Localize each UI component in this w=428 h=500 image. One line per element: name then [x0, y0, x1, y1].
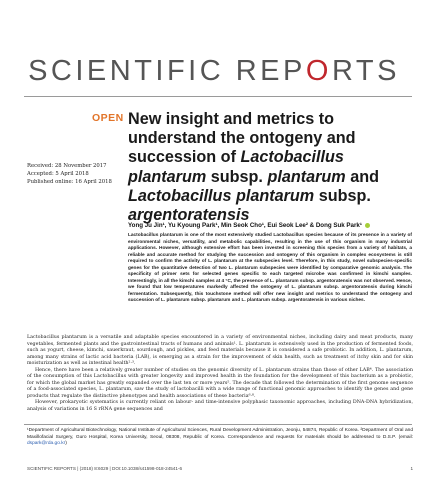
correspondence-email-link[interactable]: dspark@rda.go.kr	[27, 441, 66, 447]
page-number: 1	[410, 466, 413, 471]
abstract: Lactobacillus plantarum is one of the most extensively studied Lactobacillus species because of its presence in a variety of environmental niches, versatility, and metabolic capabilities, resulting in the use of this organism in many industrial applications. However, although extensive effort has been invested in screening this species from a variety of habitats, a reliable and accurate method for studying the succession and ontogeny of this organism in complex ecosystems is still required to confirm the activity of L. plantarum at the subspecies level. Therefore, in this study, novel subspecies-specific genes for the quantitative detection of two L. plantarum subspecies were identified by comparative genomic analysis. The specificity of primer sets for selected genes specific to each targeted microbe was confirmed in kimchi samples. Interestingly, in all the kimchi samples at 4 °C, the presence of L. plantarum subsp. argentoratensis was not observed. Hence, we found that low temperatures markedly affected the ontogeny of L. plantarum subsp. argentoratensis during kimchi fermentation. Subsequently, this touchstone method will offer new insight and metrics to understand the ontogeny and succession of L. plantarum subsp. plantarum and L. plantarum subsp. argentoratensis in various niches.	[128, 233, 412, 304]
body-paragraph: However, prokaryotic systematics is currently reliant on labour- and time-intensive polyphasic taxonomic approaches, including DNA-DNA hybridization, analysis of variations in 16 S rRNA gene sequences and	[27, 400, 413, 413]
title-species: Lactobacillus	[240, 148, 344, 167]
open-access-flag: OPEN	[92, 112, 124, 124]
masthead-divider	[24, 96, 412, 97]
title-line: and	[345, 167, 379, 186]
received-date: Received: 28 November 2017	[27, 163, 107, 169]
title-species: argentoratensis	[128, 206, 250, 225]
citation-line[interactable]: SCIENTIFIC REPORTS | (2018) 8:6029 | DOI:10.1038/s41598-018-24541-6	[27, 466, 182, 471]
orcid-icon[interactable]	[365, 223, 370, 228]
article-title	[128, 110, 408, 225]
page-footer	[27, 466, 413, 471]
title-species: plantarum	[128, 167, 207, 186]
title-species: Lactobacillus plantarum	[128, 186, 315, 205]
affiliations	[27, 428, 413, 448]
body-paragraph: Hence, there have been a relatively greater number of studies on the genomic diversity of L. plantarum strains than those of other LAB⁴. The association of the consumption of this Lactobacillus with greater longevity and improved health in the foundation for the development of this bacterium as a probiotic, for which the global market has greatly expanded over the last ten or more years⁵. The decade that followed the determination of the first genome sequence of a food-associated species, L. plantarum, saw the study of lactobacilli with a wide range of functional genomic approaches to identify the genes and gene products that regulate the distinctive phenotypes and health associations of these bacteria⁶·⁸.	[27, 367, 413, 399]
body-text	[27, 335, 413, 414]
title-line: succession of	[128, 148, 241, 167]
publication-dates	[27, 162, 125, 186]
published-date: Published online: 16 April 2018	[27, 179, 112, 185]
title-line: New insight and metrics to	[128, 110, 334, 128]
footnote-divider	[24, 424, 412, 425]
accepted-date: Accepted: 5 April 2018	[27, 171, 89, 177]
affiliations-close: )	[65, 441, 67, 447]
journal-masthead	[0, 55, 428, 88]
affiliations-text: ¹Department of Agricultural Biotechnology, National Institute of Agricultural Sciences, Rural Development Administration, Jeonju, 54874, Republic of Korea. ²Department of Oral and Maxillofacial Surgery, Guro Hospital, Korea University, Seoul, 08308, Republic of Korea. Correspondence and requests for materials should be addressed to D.S.P. (email:	[27, 428, 413, 440]
body-paragraph: Lactobacillus plantarum is a versatile and adaptable species encountered in a variety of environmental niches, including dairy and meat products, many vegetables, fermented plants and the gastrointestinal tracts of humans and animals¹. L. plantarum is extensively used in the production of fermented foods, such as yogurt, cheese, kimchi, sauerkraut, sourdough, and pickles, and feed materials because it is considered a safe probiotic. In addition, L. plantarum, among many strains of lactic acid bacteria (LAB), is emerging as a strain for the improvement of skin health, such as treatment of itchy skin and for skin moisturization as well as intestinal health²·³.	[27, 335, 413, 367]
title-line: understand the ontogeny and	[128, 129, 356, 148]
masthead-left: SCIENTIFIC REP	[28, 55, 306, 87]
author-names[interactable]: Yong Ju Jin¹, Yu Kyoung Park¹, Min Seok Cho¹, Eui Seok Lee² & Dong Suk Park¹	[128, 222, 362, 229]
title-line: subsp.	[206, 167, 268, 186]
masthead-o-letter: O	[305, 55, 332, 87]
title-species: plantarum	[267, 167, 346, 186]
title-line: subsp.	[314, 186, 371, 205]
masthead-right: RTS	[331, 55, 400, 87]
author-list[interactable]	[128, 222, 418, 229]
